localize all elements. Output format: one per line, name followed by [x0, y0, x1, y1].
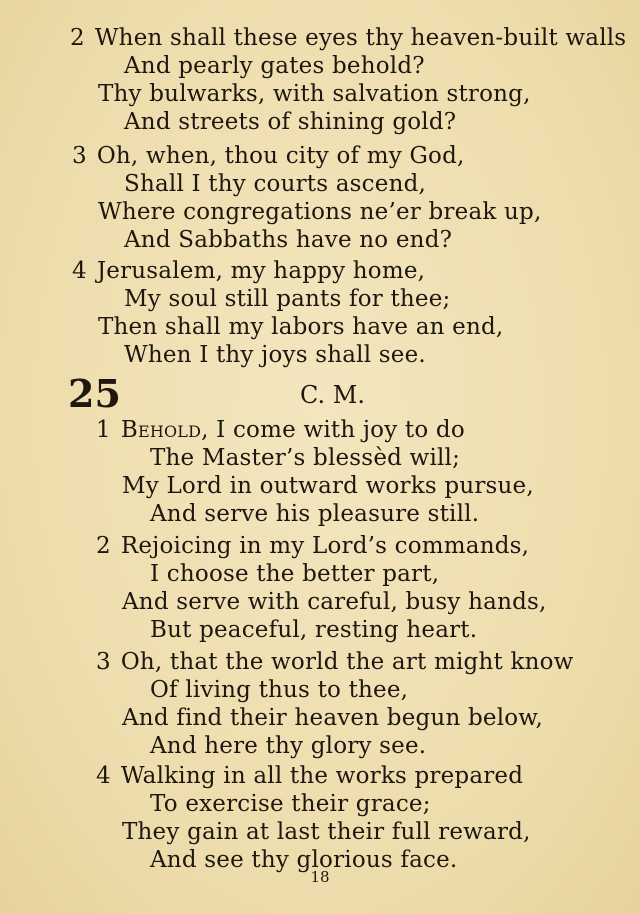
verse-line: And serve with careful, busy hands,: [122, 589, 547, 615]
verse-number: 3: [72, 143, 87, 169]
verse-line: Shall I thy courts ascend,: [124, 171, 427, 197]
verse-line: Of living thus to thee,: [150, 677, 409, 703]
verse-line: To exercise their grace;: [150, 791, 431, 817]
verse-line: The Master’s blessèd will;: [150, 445, 461, 471]
verse-line: 3 Oh, when, thou city of my God,: [72, 143, 465, 169]
verse-line: I choose the better part,: [150, 561, 440, 587]
verse-line: 2 When shall these eyes thy heaven-built walls: [70, 25, 627, 51]
verse-line: And find their heaven begun below,: [122, 705, 543, 731]
verse-line: And Sabbaths have no end?: [124, 227, 453, 253]
verse-line: My Lord in outward works pursue,: [122, 473, 534, 499]
verse-number: 4: [96, 763, 111, 789]
verse-line: Where congregations ne’er break up,: [98, 199, 542, 225]
hymn-meter: C. M.: [300, 381, 365, 409]
verse-line: 4 Jerusalem, my happy home,: [72, 258, 426, 284]
hymn-number: 25: [68, 371, 121, 416]
verse-line: 1 Behold, I come with joy to do: [96, 417, 465, 443]
verse-number: 2: [96, 533, 111, 559]
verse-line: My soul still pants for thee;: [124, 286, 451, 312]
verse-line: 2 Rejoicing in my Lord’s commands,: [96, 533, 530, 559]
verse-number: 2: [70, 25, 85, 51]
verse-line: Then shall my labors have an end,: [98, 314, 504, 340]
verse-first-word: Behold,: [120, 417, 209, 443]
verse-number: 4: [72, 258, 87, 284]
verse-line: And streets of shining gold?: [124, 109, 457, 135]
page-number: 18: [310, 868, 330, 886]
verse-line: But peaceful, resting heart.: [150, 617, 478, 643]
verse-number: 3: [96, 649, 111, 675]
verse-line: They gain at last their full reward,: [122, 819, 531, 845]
verse-line: Thy bulwarks, with salvation strong,: [98, 81, 531, 107]
verse-line: When I thy joys shall see.: [124, 342, 426, 368]
verse-line: And serve his pleasure still.: [150, 501, 480, 527]
verse-line: And here thy glory see.: [150, 733, 427, 759]
verse-line: 4 Walking in all the works prepared: [96, 763, 524, 789]
verse-line: And pearly gates behold?: [124, 53, 425, 79]
verse-line: 3 Oh, that the world the art might know: [96, 649, 574, 675]
verse-line: And see thy glorious face.: [150, 847, 458, 873]
verse-number: 1: [96, 417, 111, 443]
